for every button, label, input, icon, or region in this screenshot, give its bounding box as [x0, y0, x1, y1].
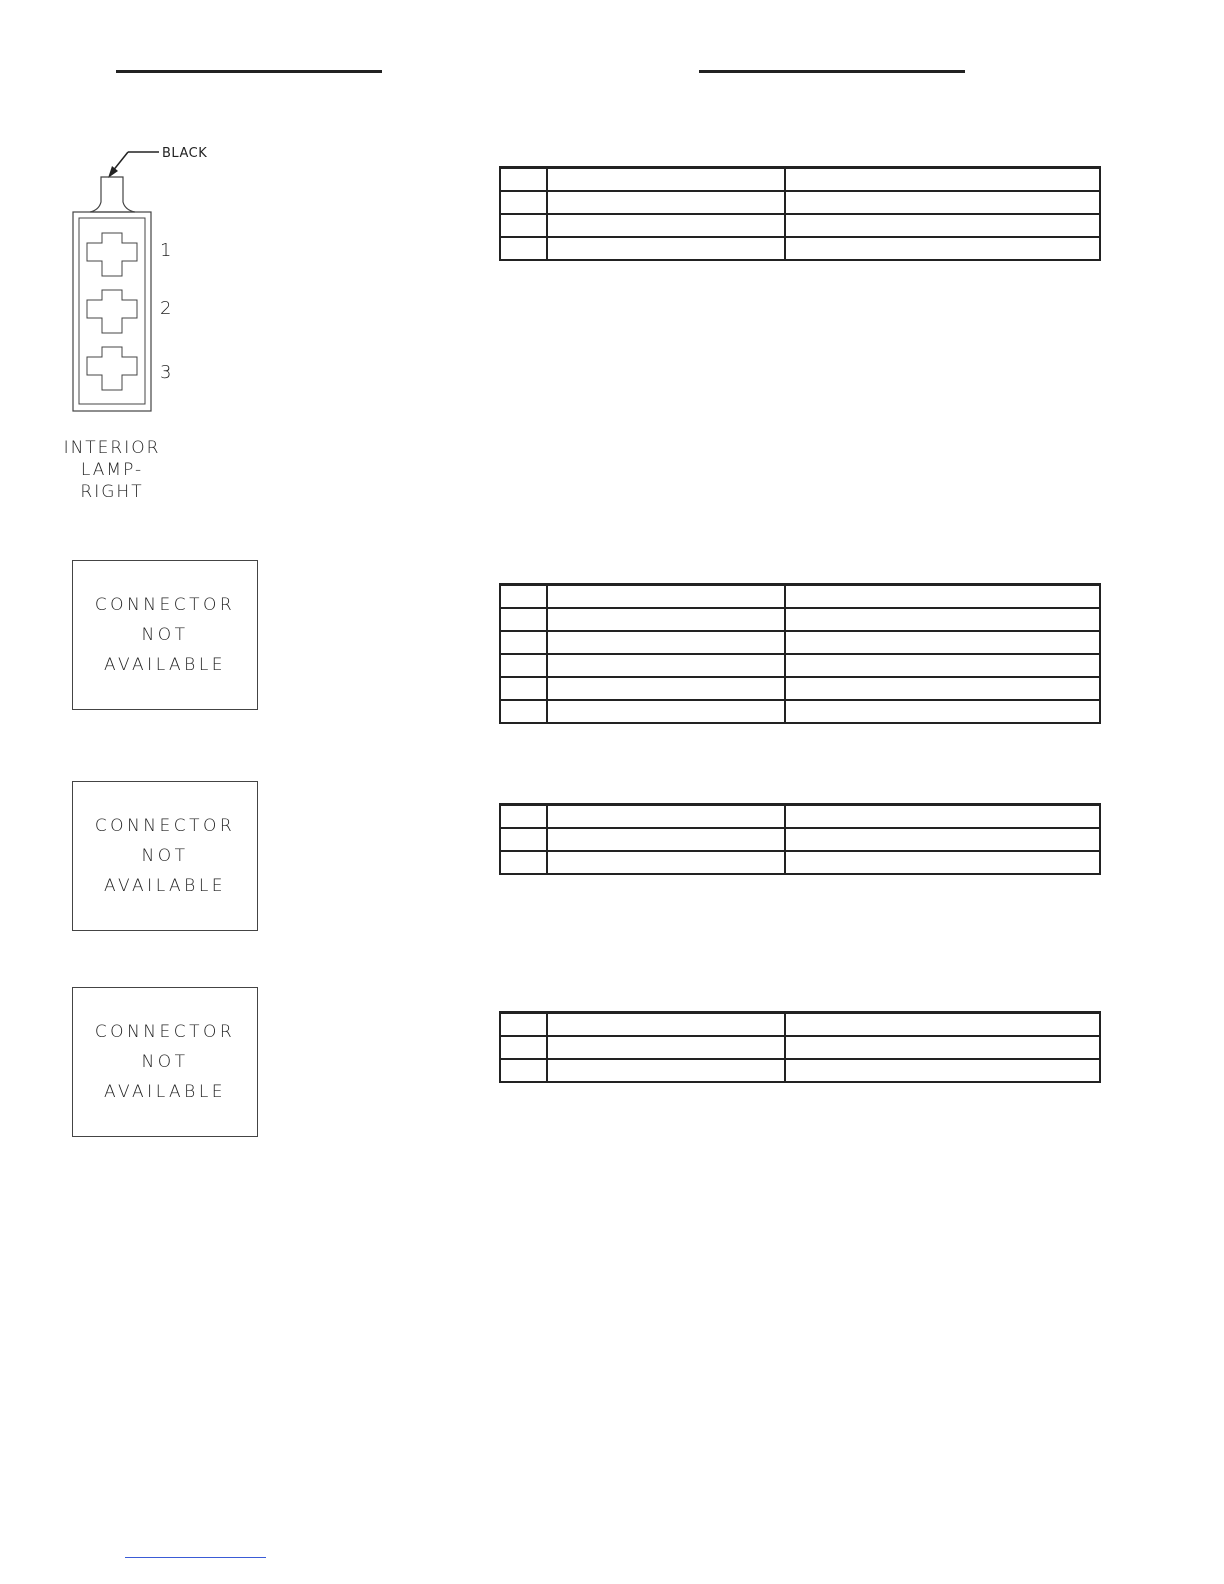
table-cell	[785, 805, 1100, 829]
table-cell	[547, 1013, 785, 1037]
table-cell	[785, 237, 1100, 260]
connector-name-line: LAMP-	[80, 460, 144, 480]
table-row	[500, 168, 1100, 192]
table-cell	[785, 585, 1100, 609]
table-row	[500, 828, 1100, 851]
table-cell	[785, 1059, 1100, 1082]
na-text-line: AVAILABLE	[103, 655, 227, 675]
cavity-2-icon	[87, 290, 137, 333]
table-cell	[547, 677, 785, 700]
connector-not-available-box	[72, 987, 258, 1137]
cavity-1-icon	[87, 233, 137, 276]
table-cell	[500, 654, 547, 677]
na-text-line: NOT	[141, 625, 189, 645]
cavity-table	[499, 1011, 1101, 1083]
table-cell	[500, 631, 547, 654]
table-cell	[500, 677, 547, 700]
na-text-line: NOT	[141, 846, 189, 866]
table-row	[500, 237, 1100, 260]
table-cell	[547, 851, 785, 874]
table-cell	[785, 168, 1100, 192]
table-cell	[785, 828, 1100, 851]
connector-name	[60, 437, 164, 503]
table-row	[500, 191, 1100, 214]
table-cell	[500, 191, 547, 214]
na-text-line: CONNECTOR	[94, 595, 236, 615]
table-cell	[500, 1059, 547, 1082]
table-cell	[547, 654, 785, 677]
color-callout-label: BLACK	[162, 145, 208, 162]
cavity-table	[499, 166, 1101, 261]
table-cell	[500, 237, 547, 260]
table-cell	[500, 1036, 547, 1059]
table-cell	[785, 214, 1100, 237]
table-cell	[547, 191, 785, 214]
table-cell	[785, 851, 1100, 874]
header-rule-left	[116, 70, 382, 73]
table-row	[500, 1059, 1100, 1082]
cavity-table	[499, 583, 1101, 724]
table-cell	[785, 1036, 1100, 1059]
table-cell	[500, 214, 547, 237]
header-rule-right	[699, 70, 965, 73]
table-cell	[547, 631, 785, 654]
table-cell	[547, 1036, 785, 1059]
table-cell	[500, 828, 547, 851]
na-text-line: AVAILABLE	[103, 1082, 227, 1102]
connector-name-line: RIGHT	[80, 482, 144, 502]
na-text-line: CONNECTOR	[94, 816, 236, 836]
cavity-table	[499, 803, 1101, 875]
table-cell	[547, 805, 785, 829]
na-text-line: NOT	[141, 1052, 189, 1072]
table-cell	[500, 851, 547, 874]
connector-diagram	[60, 140, 230, 520]
table-cell	[547, 828, 785, 851]
pin-number-2: 2	[160, 298, 172, 319]
table-cell	[500, 585, 547, 609]
table-cell	[500, 805, 547, 829]
table-cell	[500, 1013, 547, 1037]
connector-not-available-box	[72, 781, 258, 931]
table-cell	[500, 608, 547, 631]
table-row	[500, 1013, 1100, 1037]
table-cell	[547, 1059, 785, 1082]
table-cell	[785, 654, 1100, 677]
pin-number-1: 1	[160, 240, 172, 261]
table-cell	[547, 168, 785, 192]
table-row	[500, 700, 1100, 723]
table-cell	[547, 214, 785, 237]
table-cell	[785, 1013, 1100, 1037]
na-text-line: AVAILABLE	[103, 876, 227, 896]
table-row	[500, 214, 1100, 237]
table-cell	[785, 191, 1100, 214]
table-cell	[547, 585, 785, 609]
na-text-line: CONNECTOR	[94, 1022, 236, 1042]
table-cell	[547, 700, 785, 723]
connector-name-line: INTERIOR	[63, 438, 161, 458]
table-cell	[785, 631, 1100, 654]
table-cell	[785, 608, 1100, 631]
table-row	[500, 585, 1100, 609]
table-row	[500, 851, 1100, 874]
table-row	[500, 608, 1100, 631]
cavity-3-icon	[87, 347, 137, 390]
table-cell	[785, 700, 1100, 723]
table-row	[500, 631, 1100, 654]
table-cell	[547, 237, 785, 260]
table-cell	[500, 700, 547, 723]
table-row	[500, 654, 1100, 677]
table-row	[500, 805, 1100, 829]
table-cell	[500, 168, 547, 192]
table-cell	[547, 608, 785, 631]
pin-number-3: 3	[160, 362, 172, 383]
table-row	[500, 1036, 1100, 1059]
callout-arrow-icon	[108, 166, 118, 178]
table-row	[500, 677, 1100, 700]
table-cell	[785, 677, 1100, 700]
connector-not-available-box	[72, 560, 258, 710]
footer-link[interactable]	[125, 1557, 266, 1558]
